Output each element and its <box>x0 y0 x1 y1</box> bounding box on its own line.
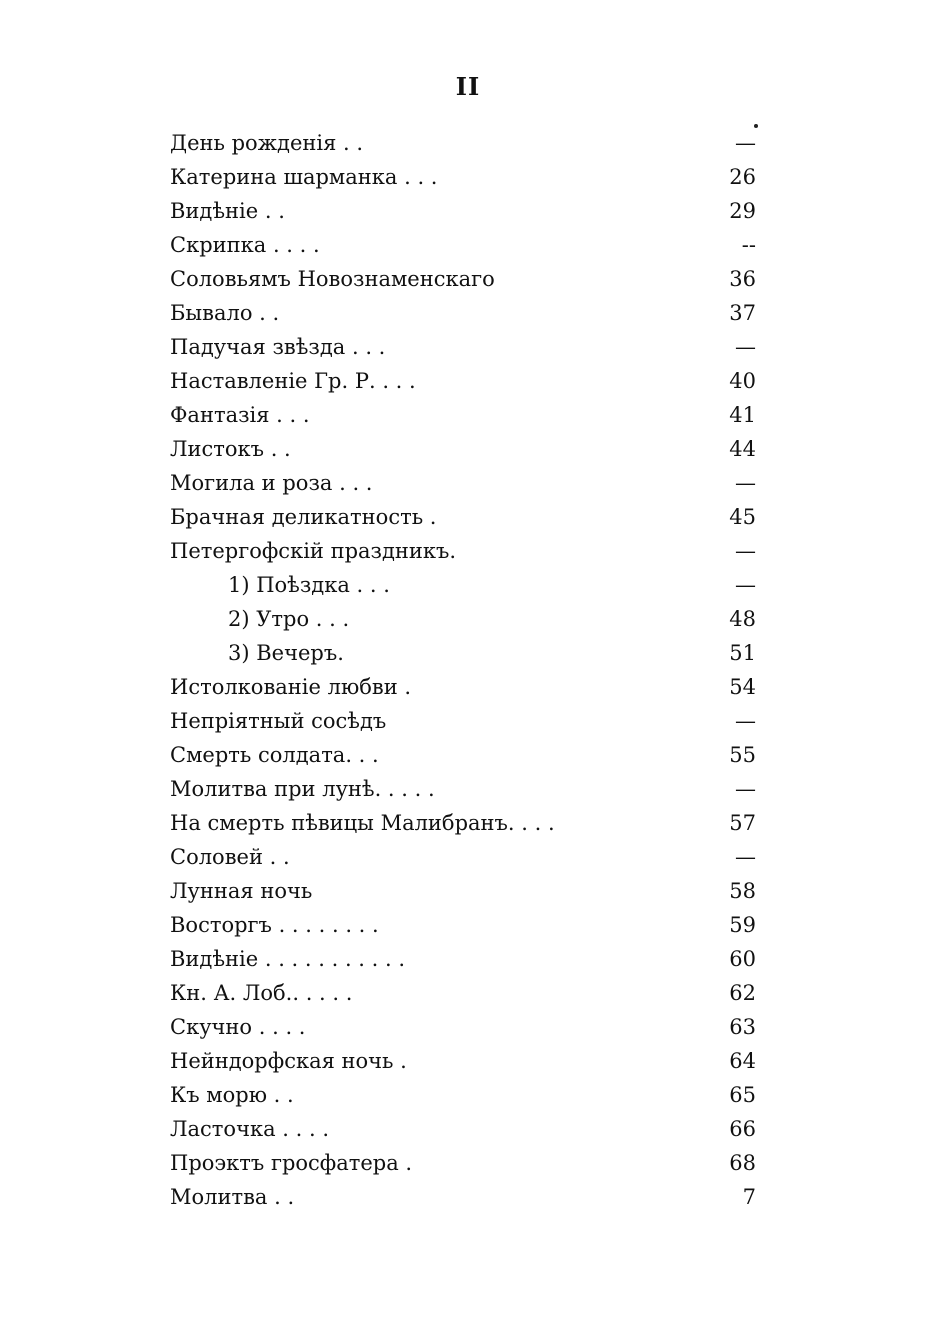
toc-entry <box>170 636 770 670</box>
toc-entry <box>170 1146 770 1180</box>
toc-entry-page: 55 <box>729 743 756 767</box>
toc-entry-page: 45 <box>729 505 756 529</box>
toc-entry-title: Молитва . . <box>170 1185 295 1209</box>
toc-entry <box>170 568 770 602</box>
toc-entry-page: 57 <box>729 811 756 835</box>
toc-entry-title: Видѣніе . . <box>170 199 285 223</box>
toc-entry-page: — <box>735 777 756 801</box>
toc-entry-title: Скрипка . . . . <box>170 233 320 257</box>
toc-entry-title: Нейндорфская ночь . <box>170 1049 407 1073</box>
toc-entry-page: — <box>735 709 756 733</box>
toc-entry <box>170 874 770 908</box>
toc-entry <box>170 738 770 772</box>
toc-entry-page: 60 <box>729 947 756 971</box>
toc-entry-page: 63 <box>729 1015 756 1039</box>
toc-entry <box>170 194 770 228</box>
toc-entry-page: — <box>735 471 756 495</box>
toc-entry-title: Могила и роза . . . <box>170 471 373 495</box>
toc-entry-page: — <box>735 539 756 563</box>
toc-entry-title: 1) Поѣздка . . . <box>228 573 390 597</box>
toc-entry <box>170 296 770 330</box>
toc-entry <box>170 466 770 500</box>
toc-entry-title: Ласточка . . . . <box>170 1117 329 1141</box>
toc-entry <box>170 160 770 194</box>
toc-entry-title: Бывало . . <box>170 301 280 325</box>
toc-entry <box>170 126 770 160</box>
toc-entry-page: 62 <box>729 981 756 1005</box>
toc-entry <box>170 432 770 466</box>
page-header-mark: II <box>455 72 481 101</box>
toc-entry-title: Проэктъ гросфатера . <box>170 1151 413 1175</box>
toc-entry-title: Скучно . . . . <box>170 1015 306 1039</box>
toc-entry-page: — <box>735 335 756 359</box>
toc-entry-title: Кн. А. Лоб.. . . . . <box>170 981 353 1005</box>
toc-entry-title: Фантазія . . . <box>170 403 310 427</box>
toc-entry-title: На смерть пѣвицы Малибранъ. . . . <box>170 811 555 835</box>
toc-entry <box>170 942 770 976</box>
toc-entry-title: Молитва при лунѣ. . . . . <box>170 777 435 801</box>
toc-entry <box>170 1010 770 1044</box>
toc-entry-page: 44 <box>729 437 756 461</box>
toc-entry-page: -- <box>741 233 756 257</box>
toc-entry-page: 68 <box>729 1151 756 1175</box>
toc-entry-page: 26 <box>729 165 756 189</box>
toc-entry-page: 40 <box>729 369 756 393</box>
toc-entry <box>170 364 770 398</box>
toc-entry <box>170 534 770 568</box>
toc-entry <box>170 772 770 806</box>
toc-entry-title: Непріятный сосѣдъ <box>170 709 387 733</box>
toc-entry <box>170 602 770 636</box>
toc-entry-page: 48 <box>729 607 756 631</box>
toc-entry-title: Катерина шарманка . . . <box>170 165 438 189</box>
toc-entry-title: 2) Утро . . . <box>228 607 350 631</box>
toc-entry <box>170 1044 770 1078</box>
toc-entry-page: 51 <box>729 641 756 665</box>
toc-entry-title: Соловей . . <box>170 845 290 869</box>
toc-entry-page: 29 <box>729 199 756 223</box>
toc-entry-page: 59 <box>729 913 756 937</box>
toc-entry <box>170 704 770 738</box>
toc-entry-page: 66 <box>729 1117 756 1141</box>
toc-entry-title: Къ морю . . <box>170 1083 294 1107</box>
toc-entry-title: Листокъ . . <box>170 437 291 461</box>
toc-entry-title: 3) Вечеръ. <box>228 641 344 665</box>
toc-entry-page: 64 <box>729 1049 756 1073</box>
toc-entry <box>170 908 770 942</box>
toc-entry-title: Соловьямъ Новознаменскаго <box>170 267 495 291</box>
toc-entry-page: 36 <box>729 267 756 291</box>
toc-entry-title: Видѣніе . . . . . . . . . . . <box>170 947 406 971</box>
toc-entry <box>170 806 770 840</box>
toc-entry <box>170 670 770 704</box>
toc-entry-title: Истолкованіе любви . <box>170 675 412 699</box>
toc-entry <box>170 1078 770 1112</box>
toc-entry-title: Смерть солдата. . . <box>170 743 379 767</box>
table-of-contents <box>170 126 770 1214</box>
toc-entry-page: — <box>735 131 756 155</box>
toc-entry-title: Брачная деликатность . <box>170 505 437 529</box>
toc-entry <box>170 1112 770 1146</box>
toc-entry-page: 37 <box>729 301 756 325</box>
toc-entry-title: Падучая звѣзда . . . <box>170 335 386 359</box>
toc-entry <box>170 976 770 1010</box>
toc-entry <box>170 228 770 262</box>
toc-entry <box>170 1180 770 1214</box>
toc-entry-title: День рожденія . . <box>170 131 364 155</box>
toc-entry-title: Восторгъ . . . . . . . . <box>170 913 379 937</box>
toc-entry <box>170 500 770 534</box>
toc-entry-title: Лунная ночь <box>170 879 313 903</box>
toc-entry <box>170 330 770 364</box>
toc-entry <box>170 262 770 296</box>
toc-entry-title: Наставленіе Гр. Р. . . . <box>170 369 416 393</box>
toc-entry-page: 7 <box>742 1185 756 1209</box>
toc-entry-page: 65 <box>729 1083 756 1107</box>
toc-entry <box>170 840 770 874</box>
toc-entry-page: — <box>735 573 756 597</box>
toc-entry-page: 54 <box>729 675 756 699</box>
toc-entry-page: 41 <box>729 403 756 427</box>
toc-entry <box>170 398 770 432</box>
toc-entry-page: 58 <box>729 879 756 903</box>
toc-entry-title: Петергофскій праздникъ. <box>170 539 457 563</box>
toc-entry-page: — <box>735 845 756 869</box>
